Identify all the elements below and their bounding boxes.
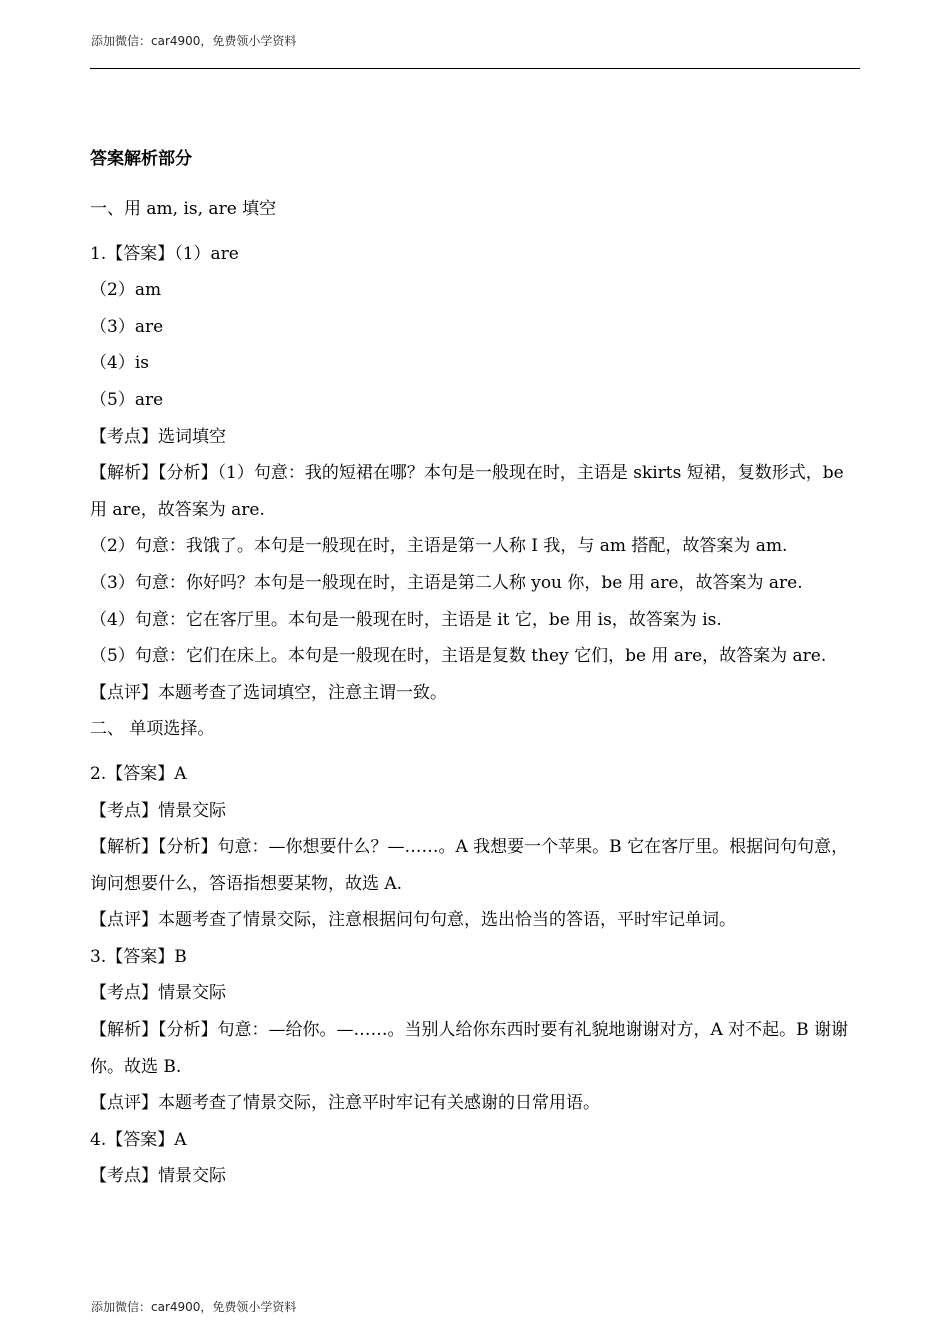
section-heading-single-choice: 二、 单项选择。 bbox=[90, 719, 215, 740]
q1-answer-3: （3）are bbox=[90, 316, 164, 337]
q3-analysis: 【解析】【分析】句意：—给你。—……。当别人给你东西时要有礼貌地谢谢对方，A 对不起。B 谢谢你。故选 B. bbox=[90, 1020, 849, 1077]
q2-key-point: 【考点】情景交际 bbox=[90, 800, 226, 821]
q2-analysis: 【解析】【分析】句意：—你想要什么？—……。A 我想要一个苹果。B 它在客厅里。根据问句句意，询问想要什么，答语指想要某物，故选 A. bbox=[90, 837, 849, 894]
section-heading-fill-blank: 一、用 am, is, are 填空 bbox=[90, 199, 277, 219]
page-title: 答案解析部分 bbox=[90, 149, 192, 169]
q1-analysis-2: （2）句意：我饿了。本句是一般现在时，主语是第一人称 I 我，与 am 搭配，故答案为 am. bbox=[90, 536, 788, 557]
q2-comment: 【点评】本题考查了情景交际，注意根据问句句意，选出恰当的答语，平时牢记单词。 bbox=[90, 910, 736, 931]
q1-answer-5: （5）are bbox=[90, 389, 164, 410]
q1-answer-2: （2）am bbox=[90, 280, 162, 301]
q3-answer: 3.【答案】B bbox=[90, 946, 187, 967]
header-divider bbox=[90, 68, 860, 69]
q4-answer: 4.【答案】A bbox=[90, 1129, 187, 1150]
q1-comment: 【点评】本题考查了选词填空，注意主谓一致。 bbox=[90, 682, 447, 703]
q1-analysis-4: （4）句意：它在客厅里。本句是一般现在时，主语是 it 它，be 用 is，故答案为 is. bbox=[90, 609, 722, 630]
q1-answer: 1.【答案】（1）are bbox=[90, 243, 239, 264]
q1-key-point: 【考点】选词填空 bbox=[90, 426, 226, 447]
q1-analysis-3: （3）句意：你好吗？本句是一般现在时，主语是第二人称 you 你，be 用 are，故答案为 are. bbox=[90, 572, 803, 593]
q1-answer-4: （4）is bbox=[90, 353, 149, 374]
document-body bbox=[90, 146, 860, 1195]
q1-analysis-1: 【解析】【分析】（1）句意：我的短裙在哪？本句是一般现在时，主语是 skirts 短裙，复数形式，be 用 are，故答案为 are. bbox=[90, 463, 844, 520]
q4-key-point: 【考点】情景交际 bbox=[90, 1166, 226, 1187]
footer-note: 添加微信：car4900，免费领小学资料 bbox=[91, 1300, 297, 1314]
q3-key-point: 【考点】情景交际 bbox=[90, 983, 226, 1004]
q1-analysis-5: （5）句意：它们在床上。本句是一般现在时，主语是复数 they 它们，be 用 are，故答案为 are. bbox=[90, 646, 827, 667]
q3-comment: 【点评】本题考查了情景交际，注意平时牢记有关感谢的日常用语。 bbox=[90, 1093, 600, 1114]
header-note: 添加微信：car4900，免费领小学资料 bbox=[91, 34, 297, 48]
q2-answer: 2.【答案】A bbox=[90, 763, 187, 784]
